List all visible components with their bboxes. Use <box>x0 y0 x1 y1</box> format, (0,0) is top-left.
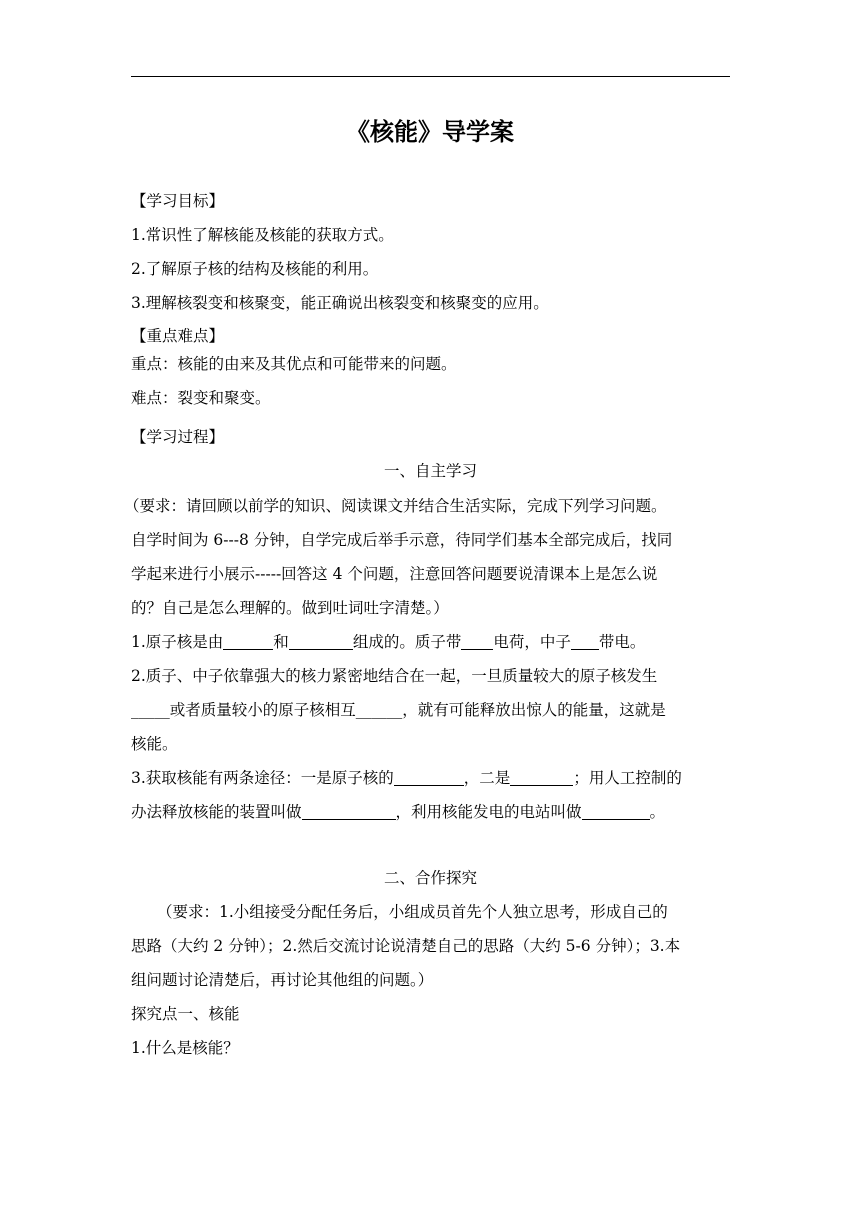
question-3-text-a: 3.获取核能有两条途径：一是原子核的 <box>131 769 394 787</box>
answer-blank[interactable] <box>289 633 353 650</box>
objectives-heading: 【学习目标】 <box>131 192 225 210</box>
inquiry-point-1-question-1: 1.什么是核能？ <box>131 1039 239 1057</box>
question-1-text-b: 和 <box>273 633 289 651</box>
question-3-line-1 <box>131 766 682 790</box>
key-point: 重点：核能的由来及其优点和可能带来的问题。 <box>131 355 457 373</box>
objective-1: 1.常识性了解核能及核能的获取方式。 <box>131 226 394 244</box>
answer-blank[interactable] <box>302 803 396 820</box>
question-1-text-a: 1.原子核是由 <box>131 633 224 651</box>
objective-2: 2.了解原子核的结构及核能的利用。 <box>131 260 379 278</box>
section1-requirement-2: 自学时间为 6---8 分钟，自学完成后举手示意，待同学们基本全部完成后，找同 <box>131 531 673 549</box>
section2-heading: 二、合作探究 <box>383 869 477 887</box>
section1-requirement-1: （要求：请回顾以前学的知识、阅读课文并结合生活实际，完成下列学习问题。 <box>124 497 667 515</box>
objective-3: 3.理解核裂变和核聚变，能正确说出核裂变和核聚变的应用。 <box>131 294 549 312</box>
question-3-text-c: ；用人工控制的 <box>573 769 682 787</box>
question-3-text-b: ，二是 <box>463 769 511 787</box>
question-1 <box>131 630 645 654</box>
answer-blank[interactable] <box>582 803 650 820</box>
section1-requirement-3: 学起来进行小展示-----回答这 4 个问题，注意回答问题要说清课本上是怎么说 <box>131 565 658 583</box>
section2-requirement-1: （要求：1.小组接受分配任务后，小组成员首先个人独立思考，形成自己的 <box>157 903 668 921</box>
process-heading: 【学习过程】 <box>131 428 225 446</box>
question-3-text-f: 。 <box>649 803 666 821</box>
question-3-text-e: ，利用核能发电的电站叫做 <box>395 803 582 821</box>
answer-blank[interactable] <box>571 633 599 650</box>
section1-heading: 一、自主学习 <box>383 462 477 480</box>
section1-requirement-4: 的？自己是怎么理解的。做到吐词吐字清楚。） <box>131 599 449 617</box>
answer-blank[interactable] <box>394 769 464 786</box>
question-2-line-1: 2.质子、中子依靠强大的核力紧密地结合在一起，一旦质量较大的原子核发生 <box>131 667 658 685</box>
question-1-text-c: 组成的。质子带 <box>352 633 462 651</box>
key-heading: 【重点难点】 <box>131 327 225 345</box>
question-2-line-3: 核能。 <box>131 735 178 753</box>
question-1-text-e: 带电。 <box>598 633 646 651</box>
question-3-text-d: 办法释放核能的装置叫做 <box>131 803 302 821</box>
question-3-line-2 <box>131 800 665 824</box>
question-2-line-2: _____或者质量较小的原子核相互______，就有可能释放出惊人的能量，这就是 <box>131 701 666 719</box>
difficulty: 难点：裂变和聚变。 <box>131 389 271 407</box>
page-title: 《核能》导学案 <box>346 118 514 146</box>
section2-requirement-2: 思路（大约 2 分钟）；2.然后交流讨论说清楚自己的思路（大约 5-6 分钟）；3.本 <box>131 937 681 955</box>
answer-blank[interactable] <box>461 633 493 650</box>
header-rule <box>131 76 730 77</box>
answer-blank[interactable] <box>510 769 573 786</box>
question-1-text-d: 电荷，中子 <box>493 633 571 651</box>
inquiry-point-1: 探究点一、核能 <box>131 1005 240 1023</box>
section2-requirement-3: 组问题讨论清楚后，再讨论其他组的问题。） <box>131 971 434 989</box>
answer-blank[interactable] <box>223 633 273 650</box>
